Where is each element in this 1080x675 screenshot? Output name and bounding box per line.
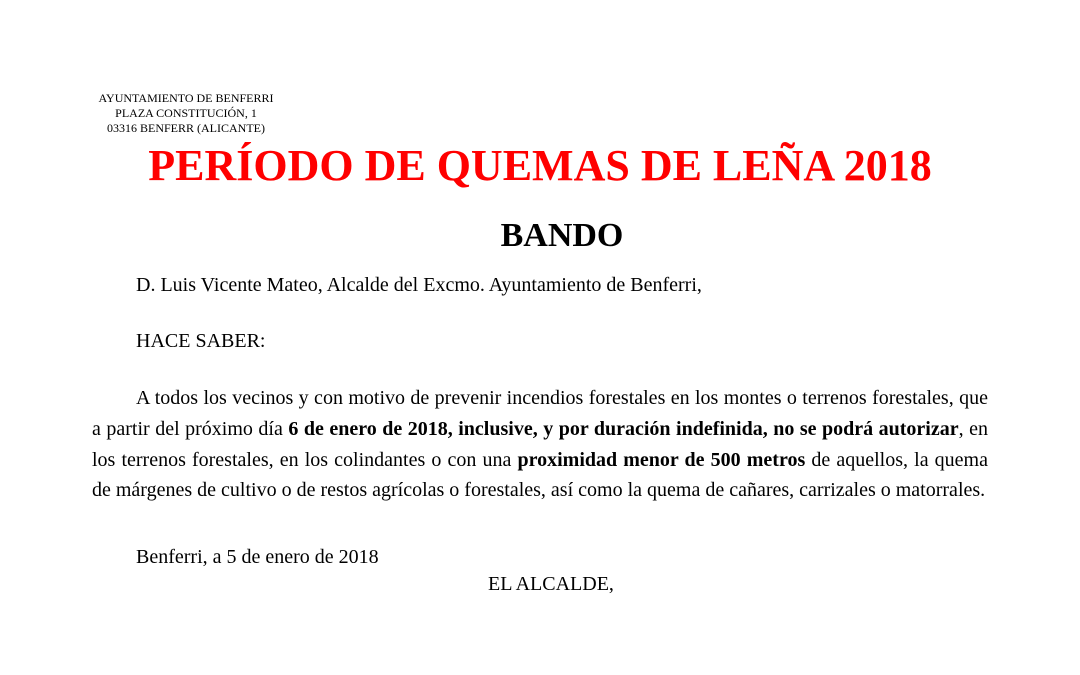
date-line: Benferri, a 5 de enero de 2018 (136, 546, 379, 568)
main-title: PERÍODO DE QUEMAS DE LEÑA 2018 (148, 141, 932, 190)
subtitle: BANDO (500, 217, 624, 254)
letterhead-line-3: 03316 BENFERR (ALICANTE) (107, 121, 265, 135)
body-text-2: , en los terrenos forestales, en los colindantes o con una (92, 417, 988, 471)
body-text-1: A todos los vecinos y con motivo de prevenir incendios forestales en los montes o terrenos forestales, que a partir del próximo día (92, 387, 988, 440)
signature-line: EL ALCALDE, (488, 573, 614, 595)
letterhead (88, 91, 284, 136)
mayor-line: D. Luis Vicente Mateo, Alcalde del Excmo. Ayuntamiento de Benferri, (136, 274, 702, 296)
letterhead-line-1: AYUNTAMIENTO DE BENFERRI (98, 91, 274, 105)
body-text-3: de aquellos, la quema de márgenes de cultivo o de restos agrícolas o forestales, así como la quema de cañares, carrizales o matorrales. (92, 448, 988, 502)
letterhead-line-2: PLAZA CONSTITUCIÓN, 1 (115, 106, 257, 120)
body-bold-1: 6 de enero de 2018, inclusive, y por duración indefinida, no se podrá autorizar (288, 417, 959, 440)
body-bold-2: proximidad menor de 500 metros (517, 448, 806, 471)
body-paragraph (92, 383, 988, 506)
hace-saber-line: HACE SABER: (136, 330, 266, 352)
